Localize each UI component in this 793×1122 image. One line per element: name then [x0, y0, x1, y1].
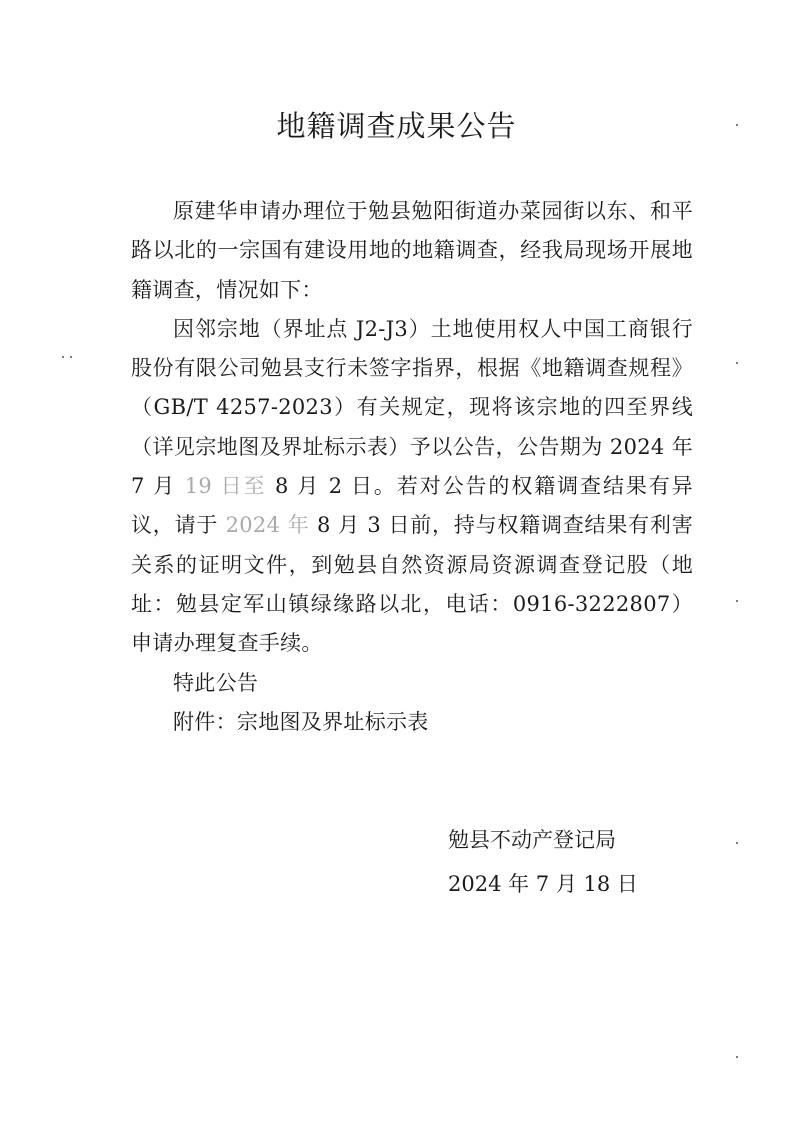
details-text-3: 8 月 3 日前，持与权籍调查结果有利害关系的证明文件，到勉县自然资源局资源调查登记股（地址：勉县定军山镇绿缘路以北，电话：0916-3222807）申请办理复查手续。	[131, 513, 693, 656]
attachment-line: 附件：宗地图及界址标示表	[173, 709, 429, 734]
closing-line: 特此公告	[173, 670, 259, 695]
details-faded-date: 19 日至	[184, 474, 267, 499]
details-paragraph	[131, 310, 693, 664]
scan-speck	[62, 356, 64, 358]
scan-speck	[736, 600, 738, 602]
signature-block	[448, 818, 638, 906]
details-text-1: 因邻宗地（界址点 J2-J3）土地使用权人中国工商银行股份有限公司勉县支行未签字指界，根据《地籍调查规程》（GB/T 4257-2023）有关规定，现将该宗地的四至界线（详见宗地图及界址标示表）予以公告，公告期为 2024 年 7 月	[131, 316, 693, 499]
scan-speck	[736, 1056, 738, 1058]
scan-speck	[736, 842, 738, 844]
notice-body	[131, 192, 693, 742]
scan-speck	[736, 124, 738, 126]
scan-speck	[736, 362, 738, 364]
details-faded-year: 2024 年	[225, 513, 310, 538]
issuing-organization: 勉县不动产登记局	[448, 828, 616, 852]
issue-date: 2024 年 7 月 18 日	[448, 872, 638, 896]
details-text-2: 8 月 2 日。若对公告的权籍调查结果有异议，请于	[131, 474, 693, 538]
scan-speck	[70, 356, 72, 358]
notice-title: 地籍调查成果公告	[276, 109, 517, 143]
intro-paragraph: 原建华申请办理位于勉县勉阳街道办菜园街以东、和平路以北的一宗国有建设用地的地籍调查，经我局现场开展地籍调查，情况如下：	[131, 199, 693, 302]
